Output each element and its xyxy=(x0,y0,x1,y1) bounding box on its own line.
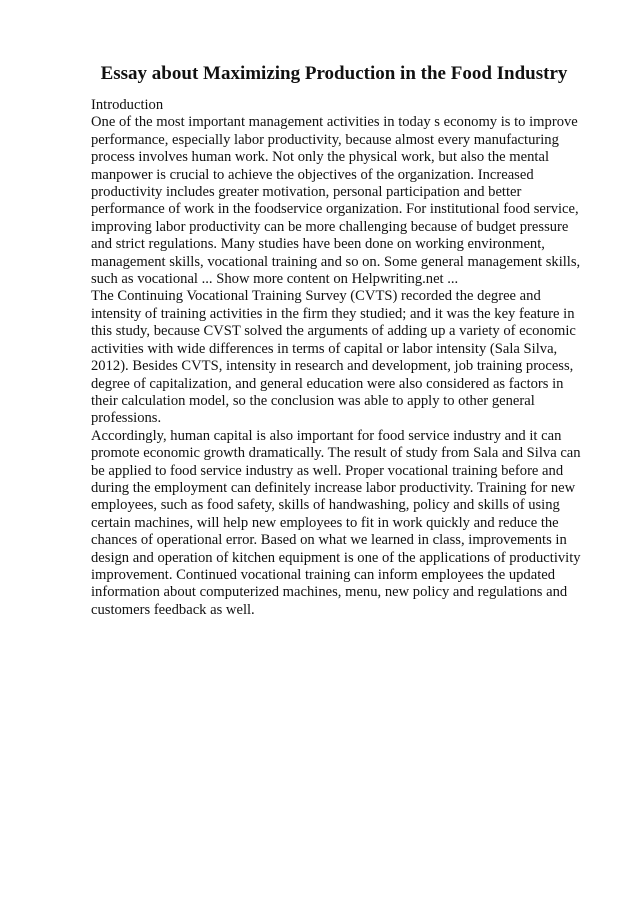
paragraph-2: The Continuing Vocational Training Survey (CVTS) recorded the degree and intensity of training activities in the firm they studied; and it was the key feature in this study, because CVST solved the arguments of adding up a variety of economic activities with wide differences in terms of capital or labor intensity (Sala Silva, 2012). Besides CVTS, intensity in research and development, job training process, degree of capitalization, and general education were also considered as factors in their calculation model, so the conclusion was able to apply to other general professions. xyxy=(91,288,576,427)
paragraph-1: One of the most important management activities in today s economy is to improve performance, especially labor productivity, because almost every manufacturing process involves human work. Not only the physical work, but also the mental manpower is crucial to achieve the objectives of the organization. Increased productivity includes greater motivation, personal participation and better performance of work in the foodservice organization. For institutional food service, improving labor productivity can be more challenging because of budget pressure and strict regulations. Many studies have been done on working environment, management skills, vocational training and so on. Some general management skills, such as vocational ... Show more content on Helpwriting.net ... xyxy=(91,114,581,288)
section-heading: Introduction xyxy=(91,97,164,113)
document-body xyxy=(91,97,591,619)
paragraph-3: Accordingly, human capital is also important for food service industry and it can promote economic growth dramatically. The result of study from Sala and Silva can be applied to food service industry as well. Proper vocational training before and during the employment can definitely increase labor productivity. Training for new employees, such as food safety, skills of handwashing, policy and skills of using certain machines, will help new employees to fit in work quickly and reduce the chances of operational error. Based on what we learned in class, improvements in design and operation of kitchen equipment is one of the applications of productivity improvement. Continued vocational training can inform employees the updated information about computerized machines, menu, new policy and regulations and customers feedback as well. xyxy=(91,427,581,618)
document-title: Essay about Maximizing Production in the Food Industry xyxy=(100,63,568,84)
